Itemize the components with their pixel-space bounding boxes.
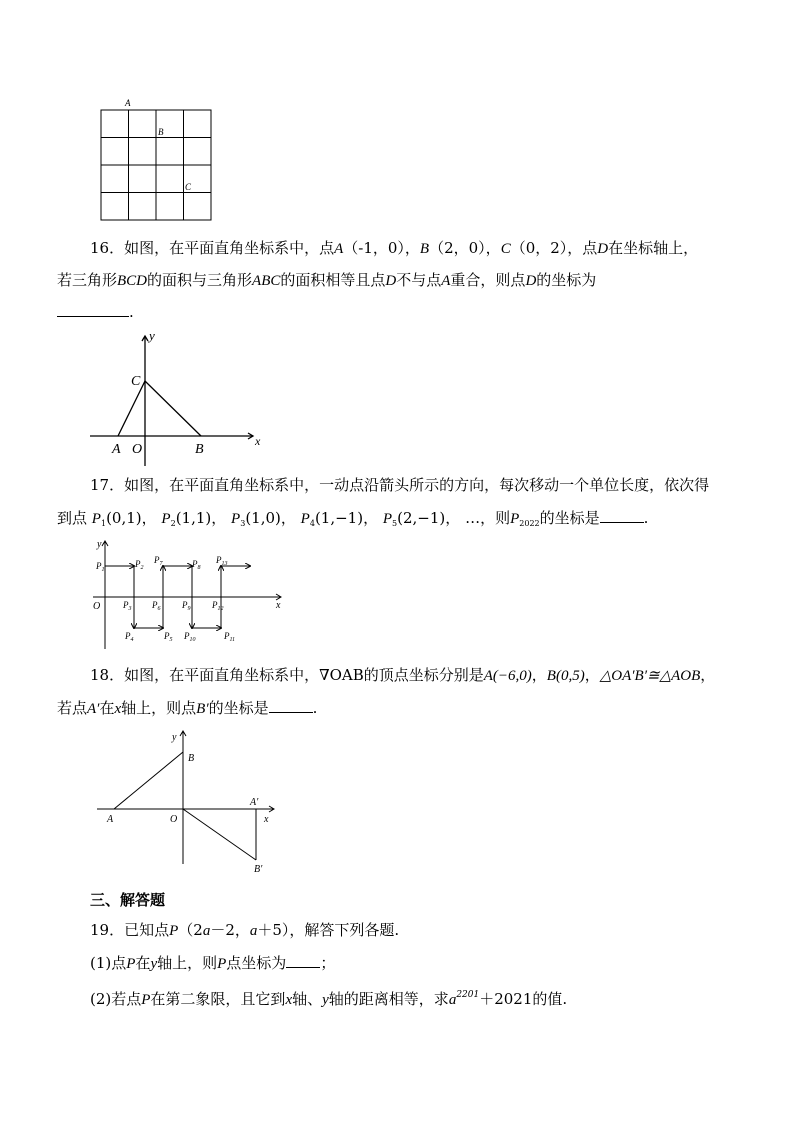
q16-fig-y: y — [149, 328, 155, 343]
q18-fig-a-prime: A′ — [250, 797, 259, 808]
q16-period: . — [129, 303, 134, 321]
q17-fig-p11: $P_{11}$ — [224, 631, 236, 643]
q19-semicolon: ； — [320, 954, 336, 972]
q19-point-p: P — [141, 992, 151, 1008]
grid-label-a: A — [125, 98, 131, 108]
q17-p5-sub: 5 — [392, 519, 398, 528]
q16-point-b: B — [419, 241, 430, 257]
q18-point-a: A(−6,0) — [483, 668, 532, 684]
q17-fig-p8: $P_8$ — [192, 559, 201, 571]
q19-var-x: x — [285, 992, 293, 1008]
q17-fig-p7: $P_7$ — [154, 555, 163, 567]
q17-fig-p12: $P_{12}$ — [212, 600, 224, 612]
q19-answer-blank[interactable] — [286, 953, 320, 968]
q19-text: 在 — [135, 954, 151, 972]
q19-text: ＋5），解答下列各题. — [257, 921, 400, 939]
q17-p2: P — [161, 511, 171, 527]
q18-text: 轴上，则点 — [121, 699, 197, 717]
q18-triangle: ∇OAB — [319, 666, 364, 684]
q17-fig-x: x — [276, 600, 281, 611]
q16-fig-x: x — [255, 434, 261, 448]
q19-text: （2 — [178, 921, 203, 939]
q18-fig-a: A — [107, 814, 114, 825]
q16-coord-c: （0，2），点 — [510, 239, 598, 257]
grid-lines — [101, 110, 211, 220]
q16-coord-b: （2，0）， — [429, 239, 501, 257]
q19-text: 轴的距离相等，求 — [328, 990, 449, 1008]
q17-p4-coord: (1,−1) — [314, 509, 364, 527]
q17-fig-p2: $P_2$ — [135, 559, 144, 571]
q17-p5: P — [382, 511, 393, 527]
q16-text: 16．如图，在平面直角坐标系中，点 — [90, 239, 335, 257]
q19-var-y: y — [150, 956, 158, 972]
q17-fig-p9: $P_9$ — [182, 600, 191, 612]
q18-fig-b: B — [188, 753, 195, 764]
q17-p2-sub: 2 — [170, 519, 176, 528]
q18-b-prime: B′ — [196, 701, 209, 717]
q17-p4-sub: 4 — [309, 519, 315, 528]
q17-sep: ， — [141, 509, 157, 527]
q19-text: 19．已知点 — [90, 921, 170, 939]
q18-line-2 — [57, 698, 317, 719]
q19-text: 轴、 — [292, 990, 323, 1008]
q19-text: 点坐标为 — [226, 954, 287, 972]
q19-point-p: P — [126, 956, 136, 972]
q19-exponent: 2201 — [456, 990, 480, 1000]
q17-p3-sub: 3 — [240, 519, 246, 528]
q16-text-tail: 在坐标轴上， — [608, 239, 699, 257]
q18-congruence: △OA′B′≅△AOB — [599, 668, 701, 684]
q19-var-a: a — [448, 992, 457, 1008]
q16-fig-b: B — [195, 442, 204, 457]
q18-fig-x: x — [264, 814, 269, 825]
q16-point-d: D — [385, 273, 397, 289]
q17-sep: ， — [363, 509, 379, 527]
q18-text: 18．如图，在平面直角坐标系中， — [90, 666, 320, 684]
q17-sep: ， — [280, 509, 296, 527]
q16-fig-o: O — [132, 442, 143, 457]
q19-var-a: a — [202, 923, 211, 939]
q17-p1-sub: 1 — [100, 519, 107, 528]
q17-fig-p1: $P_1$ — [96, 561, 105, 573]
q19-text: ＋2021的值. — [479, 990, 568, 1008]
q19-text: 轴上，则 — [157, 954, 218, 972]
q17-figure — [88, 535, 288, 655]
q17-fig-p6: $P_6$ — [152, 600, 161, 612]
q19-text: (1)点 — [90, 954, 127, 972]
q18-figure — [92, 728, 282, 878]
q16-text: 的坐标为 — [536, 271, 597, 289]
q16-point-d: D — [525, 273, 537, 289]
q17-p2-coord: (1,1) — [175, 509, 212, 527]
q17-fig-y: y — [97, 539, 102, 550]
q16-point-a: A — [334, 241, 344, 257]
q19-text: 在第二象限，且它到 — [150, 990, 286, 1008]
q18-x: x — [114, 701, 122, 717]
q17-line-1 — [90, 475, 709, 495]
q17-point-labels — [95, 555, 235, 643]
q17-answer-blank[interactable] — [600, 508, 644, 523]
q16-coord-a: （-1，0）， — [343, 239, 420, 257]
q19-var-a: a — [249, 923, 258, 939]
grid-figure — [95, 96, 220, 226]
q17-text: …，则 — [465, 509, 511, 527]
q17-fig-p13: $P_{13}$ — [216, 555, 228, 567]
q16-tri-abc: ABC — [252, 273, 281, 289]
q16-line-2 — [57, 270, 596, 291]
q16-text: 若三角形 — [57, 271, 118, 289]
section-title: 三、解答题 — [90, 891, 166, 909]
q16-text: 的面积与三角形 — [147, 271, 253, 289]
q17-pn: P — [510, 511, 520, 527]
q16-text: 不与点 — [396, 271, 442, 289]
q17-period: . — [643, 509, 649, 527]
q18-comma: ， — [700, 666, 716, 684]
q17-fig-p5: $P_5$ — [164, 631, 173, 643]
q18-point-b: B(0,5) — [546, 668, 585, 684]
q16-point-c: C — [500, 241, 511, 257]
q16-text: 重合，则点 — [450, 271, 526, 289]
q17-fig-p3: $P_3$ — [123, 600, 132, 612]
q18-text: 的坐标是 — [208, 699, 269, 717]
q17-fig-p10: $P_{10}$ — [184, 631, 196, 643]
q18-fig-b-prime: B′ — [254, 864, 263, 875]
q16-point-d: D — [597, 241, 609, 257]
q16-fig-a: A — [112, 442, 121, 457]
q17-text: 的坐标是 — [539, 509, 600, 527]
q16-triangle — [118, 381, 201, 436]
q17-p5-coord: (2,−1) — [397, 509, 446, 527]
q18-sep: ， — [584, 666, 600, 684]
q19-point-p: P — [217, 956, 227, 972]
q17-p1-coord: (0,1) — [106, 509, 142, 527]
q17-fig-p4: $P_4$ — [125, 631, 134, 643]
q19-sub-1 — [90, 953, 335, 974]
q16-tri-bcd: BCD — [117, 273, 148, 289]
q16-figure — [85, 328, 275, 468]
q19-text: －2， — [210, 921, 250, 939]
q18-sep: ， — [531, 666, 547, 684]
q18-text: 的顶点坐标分别是 — [363, 666, 484, 684]
grid-label-b: B — [158, 127, 164, 137]
q18-segment-ob-prime — [183, 809, 256, 860]
q18-fig-o: O — [170, 814, 178, 825]
q19-sub-2 — [90, 985, 567, 1010]
q17-text: 到点 — [57, 509, 88, 527]
q17-sep: ， — [211, 509, 227, 527]
q18-answer-blank[interactable] — [269, 698, 313, 713]
q16-line-1 — [90, 238, 698, 259]
q18-period: . — [312, 699, 318, 717]
q18-text: 在 — [99, 699, 115, 717]
q19-point-p: P — [169, 923, 179, 939]
q19-var-y: y — [322, 992, 329, 1008]
q17-p1: P — [91, 511, 101, 527]
grid-label-c: C — [185, 182, 192, 192]
q16-point-a: A — [441, 273, 451, 289]
q17-fig-o: O — [93, 601, 101, 612]
q16-fig-c: C — [131, 374, 141, 389]
q18-segment-ab — [114, 752, 183, 809]
q17-p3-coord: (1,0) — [245, 509, 281, 527]
q19-text: (2)若点 — [90, 990, 142, 1008]
q16-text: 的面积相等且点 — [280, 271, 386, 289]
q18-a-prime: A′ — [87, 701, 100, 717]
q19-line-1 — [90, 920, 399, 941]
q17-p4: P — [300, 511, 310, 527]
q16-answer-blank[interactable] — [57, 302, 129, 317]
q17-p3: P — [231, 511, 241, 527]
q17-text: 17．如图，在平面直角坐标系中，一动点沿箭头所示的方向，每次移动一个单位长度，依次得 — [90, 476, 710, 494]
q18-text: 若点 — [57, 699, 88, 717]
q18-fig-y: y — [172, 732, 177, 743]
q16-line-3 — [57, 302, 134, 322]
q17-sep: ， — [445, 509, 461, 527]
q17-pn-sub: 2022 — [519, 519, 540, 528]
q17-line-2 — [57, 508, 648, 534]
q18-line-1 — [90, 665, 715, 686]
